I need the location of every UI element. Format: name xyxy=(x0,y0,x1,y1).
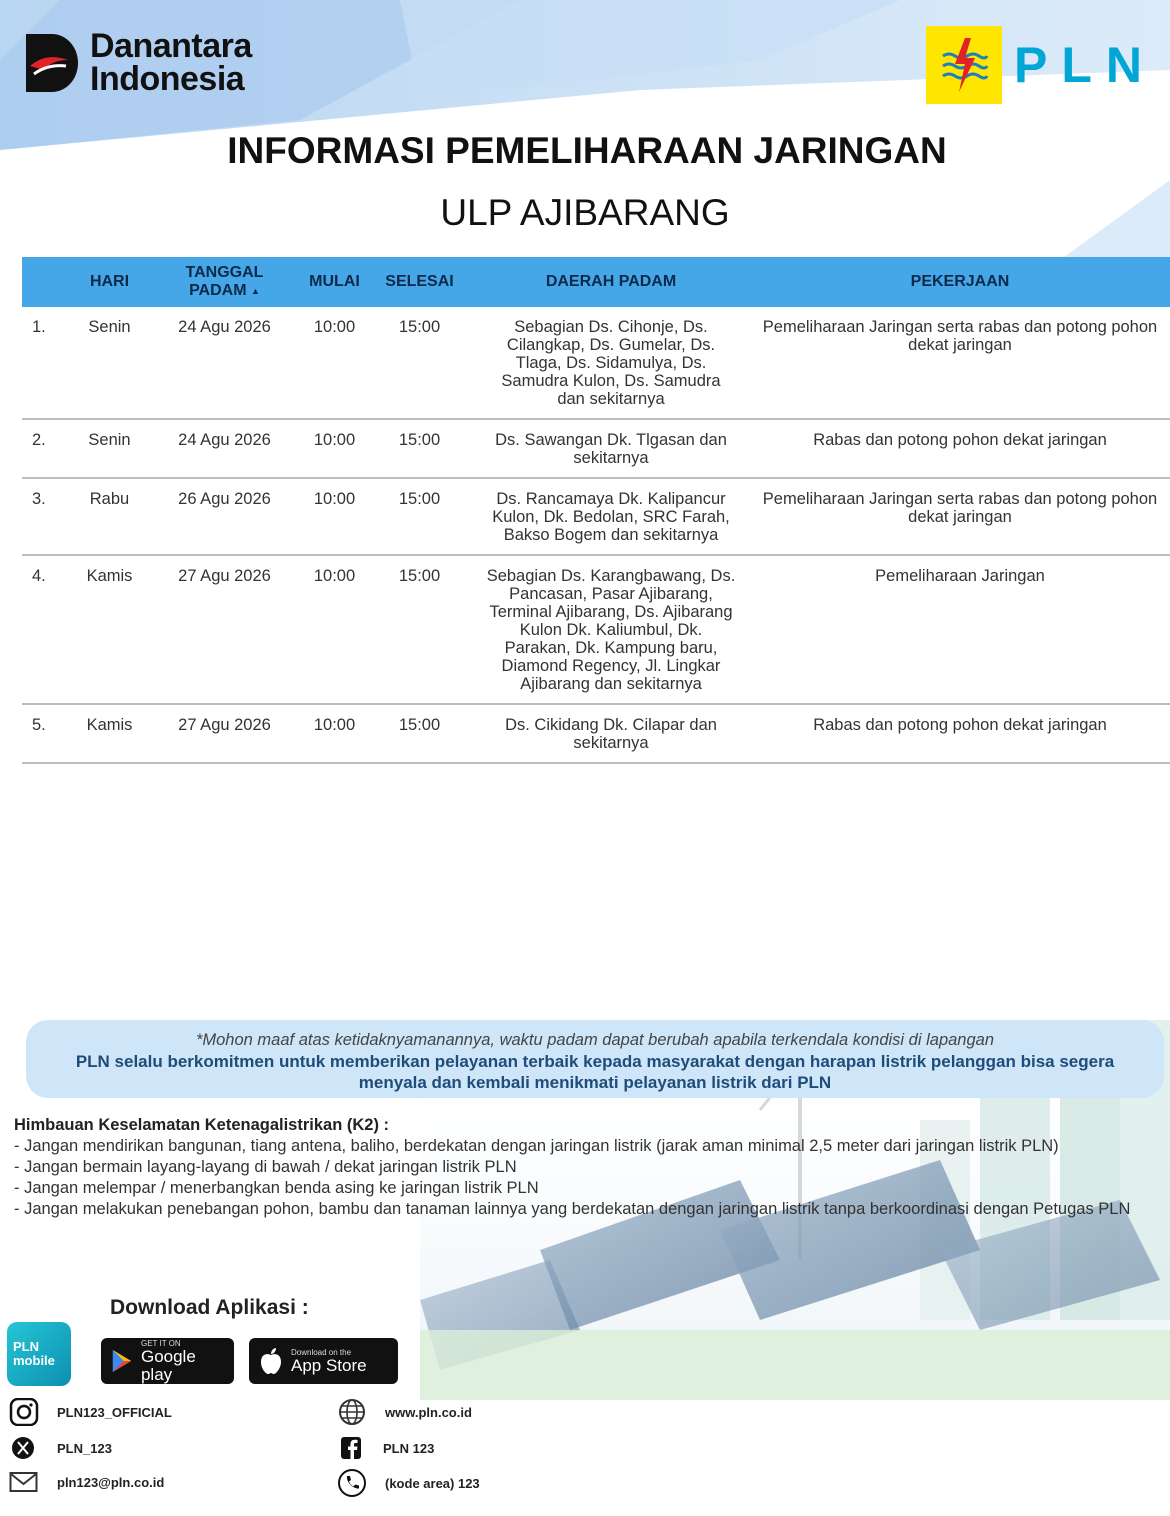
x-icon xyxy=(9,1436,39,1460)
phone-icon xyxy=(337,1468,367,1498)
google-play-label: Google play xyxy=(140,1346,196,1384)
cell-tanggal: 24 Agu 2026 xyxy=(147,419,302,478)
notice-disclaimer: *Mohon maaf atas ketidaknyamanannya, waktu padam dapat berubah apabila terkendala kondisi di lapangan xyxy=(195,1031,995,1049)
page-title: INFORMASI PEMELIHARAAN JARINGAN xyxy=(227,130,947,171)
cell-selesai: 15:00 xyxy=(367,419,472,478)
cell-no: 4. xyxy=(22,555,72,704)
mail-icon xyxy=(9,1470,39,1494)
cell-pekerjaan: Pemeliharaan Jaringan xyxy=(750,555,1170,704)
safety-item: - Jangan bermain layang-layang di bawah / dekat jaringan listrik PLN xyxy=(14,1158,517,1176)
google-play-icon xyxy=(111,1348,133,1374)
cell-mulai: 10:00 xyxy=(302,555,367,704)
instagram-icon xyxy=(9,1398,39,1426)
cell-hari: Rabu xyxy=(72,478,147,555)
cell-hari: Kamis xyxy=(72,555,147,704)
cell-daerah: Sebagian Ds. Karangbawang, Ds. Pancasan, Pasar Ajibarang, Terminal Ajibarang, Ds. Ajibarang Kulon Dk. Kaliumbul, Dk. Parakan, Dk. Kampung baru, Diamond Regency, Jl. Lingkar Ajibarang dan sekitarnya xyxy=(472,555,750,704)
table-row xyxy=(22,307,1170,419)
contact-phone[interactable] xyxy=(337,1468,480,1498)
cell-mulai: 10:00 xyxy=(302,307,367,419)
cell-selesai: 15:00 xyxy=(367,555,472,704)
sort-ascending-icon[interactable]: ▲ xyxy=(251,285,260,296)
google-play-small: GET IT ON xyxy=(140,1338,181,1348)
cell-mulai: 10:00 xyxy=(302,704,367,763)
cell-selesai: 15:00 xyxy=(367,704,472,763)
cell-hari: Senin xyxy=(72,419,147,478)
danantara-logo xyxy=(22,27,252,98)
pln-wordmark: PLN xyxy=(1014,37,1156,93)
brand-line-2: Indonesia xyxy=(90,60,245,98)
cell-pekerjaan: Rabas dan potong pohon dekat jaringan xyxy=(750,419,1170,478)
cell-daerah: Ds. Rancamaya Dk. Kalipancur Kulon, Dk. Bedolan, SRC Farah, Bakso Bogem dan sekitarnya xyxy=(472,478,750,555)
table-header-row xyxy=(22,257,1170,307)
col-tanggal-line2: PADAM xyxy=(189,282,247,300)
cell-tanggal: 24 Agu 2026 xyxy=(147,307,302,419)
contact-x[interactable] xyxy=(9,1436,112,1460)
cell-selesai: 15:00 xyxy=(367,307,472,419)
page-subtitle: ULP AJIBARANG xyxy=(440,192,730,233)
cell-tanggal: 27 Agu 2026 xyxy=(147,704,302,763)
table-row xyxy=(22,555,1170,704)
col-selesai[interactable]: SELESAI xyxy=(385,273,454,290)
col-mulai[interactable]: MULAI xyxy=(309,273,360,290)
notice-commitment: PLN selalu berkomitmen untuk memberikan pelayanan terbaik kepada masyarakat dengan harapan listrik pelanggan bisa segera menyala dan kembali menikmati pelayanan listrik dari PLN xyxy=(75,1052,1115,1092)
col-tanggal-line1: TANGGAL xyxy=(185,263,264,281)
col-tanggal[interactable] xyxy=(147,257,302,307)
cell-pekerjaan: Rabas dan potong pohon dekat jaringan xyxy=(750,704,1170,763)
col-pekerjaan[interactable]: PEKERJAAN xyxy=(910,273,1010,290)
pln-mobile-line1: PLN xyxy=(13,1339,39,1354)
cell-tanggal: 26 Agu 2026 xyxy=(147,478,302,555)
contact-facebook[interactable] xyxy=(339,1436,434,1460)
instagram-handle: PLN123_OFFICIAL xyxy=(57,1404,172,1420)
cell-pekerjaan: Pemeliharaan Jaringan serta rabas dan potong pohon dekat jaringan xyxy=(750,478,1170,555)
cell-daerah: Ds. Cikidang Dk. Cilapar dan sekitarnya xyxy=(472,704,750,763)
pln-logo xyxy=(926,26,1156,104)
phone-number: (kode area) 123 xyxy=(385,1475,480,1491)
cell-no: 5. xyxy=(22,704,72,763)
contact-website[interactable] xyxy=(337,1398,472,1426)
app-store-label: App Store xyxy=(291,1355,367,1375)
safety-item: - Jangan melempar / menerbangkan benda asing ke jaringan listrik PLN xyxy=(14,1179,539,1197)
table-row xyxy=(22,419,1170,478)
facebook-icon xyxy=(339,1436,365,1460)
contact-email[interactable] xyxy=(9,1470,164,1494)
cell-hari: Senin xyxy=(72,307,147,419)
pln-mobile-line2: mobile xyxy=(13,1353,55,1368)
cell-daerah: Ds. Sawangan Dk. Tlgasan dan sekitarnya xyxy=(472,419,750,478)
pln-lightning-icon xyxy=(926,26,1002,104)
cell-tanggal: 27 Agu 2026 xyxy=(147,555,302,704)
cell-no: 2. xyxy=(22,419,72,478)
app-store-small: Download on the xyxy=(291,1347,352,1357)
safety-section xyxy=(14,1115,1144,1220)
x-handle: PLN_123 xyxy=(57,1440,112,1456)
safety-item: - Jangan melakukan penebangan pohon, bambu dan tanaman lainnya yang berdekatan dengan jaringan listrik tanpa berkoordinasi dengan Petugas PLN xyxy=(14,1200,1131,1218)
brand-line-1: Danantara xyxy=(90,27,252,65)
download-title: Download Aplikasi : xyxy=(110,1296,309,1319)
app-store-button[interactable] xyxy=(249,1338,398,1384)
col-hari[interactable]: HARI xyxy=(89,273,130,290)
contact-instagram[interactable] xyxy=(9,1398,172,1426)
cell-hari: Kamis xyxy=(72,704,147,763)
cell-no: 1. xyxy=(22,307,72,419)
cell-mulai: 10:00 xyxy=(302,478,367,555)
cell-mulai: 10:00 xyxy=(302,419,367,478)
cell-daerah: Sebagian Ds. Cihonje, Ds. Cilangkap, Ds. Gumelar, Ds. Tlaga, Ds. Sidamulya, Ds. Samudra Kulon, Ds. Samudra dan sekitarnya xyxy=(472,307,750,419)
safety-item: - Jangan mendirikan bangunan, tiang antena, baliho, berdekatan dengan jaringan listrik (jarak aman minimal 2,5 meter dari jaringan listrik PLN) xyxy=(14,1137,1059,1155)
col-no xyxy=(22,257,72,307)
danantara-mark-icon xyxy=(22,30,80,96)
facebook-page: PLN 123 xyxy=(383,1440,435,1456)
cell-pekerjaan: Pemeliharaan Jaringan serta rabas dan potong pohon dekat jaringan xyxy=(750,307,1170,419)
apple-icon xyxy=(259,1347,283,1375)
cell-selesai: 15:00 xyxy=(367,478,472,555)
col-daerah[interactable]: DAERAH PADAM xyxy=(545,273,677,290)
google-play-button[interactable] xyxy=(101,1338,234,1384)
pln-mobile-app-icon[interactable] xyxy=(7,1322,71,1386)
safety-title: Himbauan Keselamatan Ketenagalistrikan (K2) : xyxy=(14,1116,390,1134)
website-url: www.pln.co.id xyxy=(385,1404,472,1420)
email-address: pln123@pln.co.id xyxy=(57,1474,165,1490)
table-row xyxy=(22,704,1170,763)
cell-no: 3. xyxy=(22,478,72,555)
table-row xyxy=(22,478,1170,555)
maintenance-table xyxy=(22,257,1170,764)
globe-icon xyxy=(337,1398,367,1426)
notice-banner xyxy=(26,1020,1164,1098)
